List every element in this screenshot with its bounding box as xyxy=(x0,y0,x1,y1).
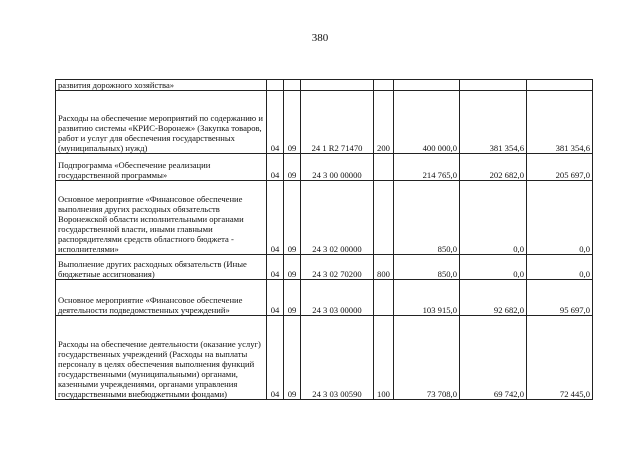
row-description: Основное мероприятие «Финансовое обеспечение выполнения других расходных обязательств Воронежской области исполнительными органами государственной власти, иными главными распорядителями средств областного бюджета - исполнителями» xyxy=(56,181,267,255)
row-description: Основное мероприятие «Финансовое обеспечение деятельности подведомственных учреждений» xyxy=(56,280,267,316)
section-code: 04 xyxy=(267,154,284,181)
amount-year-2: 381 354,6 xyxy=(460,91,527,154)
subsection-code xyxy=(284,80,301,91)
table-row xyxy=(56,255,593,280)
expense-type-code: 100 xyxy=(374,316,394,400)
amount-year-1: 400 000,0 xyxy=(394,91,460,154)
amount-year-3: 0,0 xyxy=(527,181,593,255)
amount-year-2: 202 682,0 xyxy=(460,154,527,181)
table-row xyxy=(56,80,593,91)
subsection-code: 09 xyxy=(284,181,301,255)
subsection-code: 09 xyxy=(284,280,301,316)
amount-year-2: 0,0 xyxy=(460,255,527,280)
amount-year-1: 214 765,0 xyxy=(394,154,460,181)
expense-type-code xyxy=(374,181,394,255)
row-description: развития дорожного хозяйства» xyxy=(56,80,267,91)
section-code: 04 xyxy=(267,91,284,154)
target-article-code: 24 3 03 00000 xyxy=(301,280,374,316)
row-description: Расходы на обеспечение мероприятий по содержанию и развитию системы «КРИС-Воронеж» (Закупка товаров, работ и услуг для обеспечения государственных (муниципальных) нужд) xyxy=(56,91,267,154)
amount-year-3: 0,0 xyxy=(527,255,593,280)
page-number: 380 xyxy=(311,32,329,44)
subsection-code: 09 xyxy=(284,255,301,280)
expense-type-code: 800 xyxy=(374,255,394,280)
amount-year-1: 850,0 xyxy=(394,255,460,280)
table-row xyxy=(56,91,593,154)
subsection-code: 09 xyxy=(284,154,301,181)
row-description: Выполнение других расходных обязательств (Иные бюджетные ассигнования) xyxy=(56,255,267,280)
table-row xyxy=(56,181,593,255)
amount-year-1: 73 708,0 xyxy=(394,316,460,400)
amount-year-1: 103 915,0 xyxy=(394,280,460,316)
section-code: 04 xyxy=(267,255,284,280)
target-article-code: 24 3 02 00000 xyxy=(301,181,374,255)
amount-year-2: 0,0 xyxy=(460,181,527,255)
amount-year-3: 205 697,0 xyxy=(527,154,593,181)
row-description: Подпрограмма «Обеспечение реализации государственной программы» xyxy=(56,154,267,181)
target-article-code xyxy=(301,80,374,91)
amount-year-2: 69 742,0 xyxy=(460,316,527,400)
amount-year-2: 92 682,0 xyxy=(460,280,527,316)
table-row xyxy=(56,280,593,316)
target-article-code: 24 3 00 00000 xyxy=(301,154,374,181)
section-code: 04 xyxy=(267,181,284,255)
row-description: Расходы на обеспечение деятельности (оказание услуг) государственных учреждений (Расходы на выплаты персоналу в целях обеспечения выполнения функций государственными (муниципальными) органами, казенными учреждениями, органами управления государственными внебюджетными фондами) xyxy=(56,316,267,400)
subsection-code: 09 xyxy=(284,316,301,400)
section-code: 04 xyxy=(267,316,284,400)
target-article-code: 24 1 R2 71470 xyxy=(301,91,374,154)
expense-type-code: 200 xyxy=(374,91,394,154)
expense-type-code xyxy=(374,280,394,316)
amount-year-3: 381 354,6 xyxy=(527,91,593,154)
table-row xyxy=(56,154,593,181)
target-article-code: 24 3 02 70200 xyxy=(301,255,374,280)
amount-year-1 xyxy=(394,80,460,91)
target-article-code: 24 3 03 00590 xyxy=(301,316,374,400)
amount-year-3 xyxy=(527,80,593,91)
expense-type-code xyxy=(374,154,394,181)
section-code: 04 xyxy=(267,280,284,316)
amount-year-1: 850,0 xyxy=(394,181,460,255)
section-code xyxy=(267,80,284,91)
expense-type-code xyxy=(374,80,394,91)
subsection-code: 09 xyxy=(284,91,301,154)
amount-year-3: 72 445,0 xyxy=(527,316,593,400)
table-row xyxy=(56,316,593,400)
amount-year-3: 95 697,0 xyxy=(527,280,593,316)
budget-table xyxy=(55,79,593,400)
amount-year-2 xyxy=(460,80,527,91)
